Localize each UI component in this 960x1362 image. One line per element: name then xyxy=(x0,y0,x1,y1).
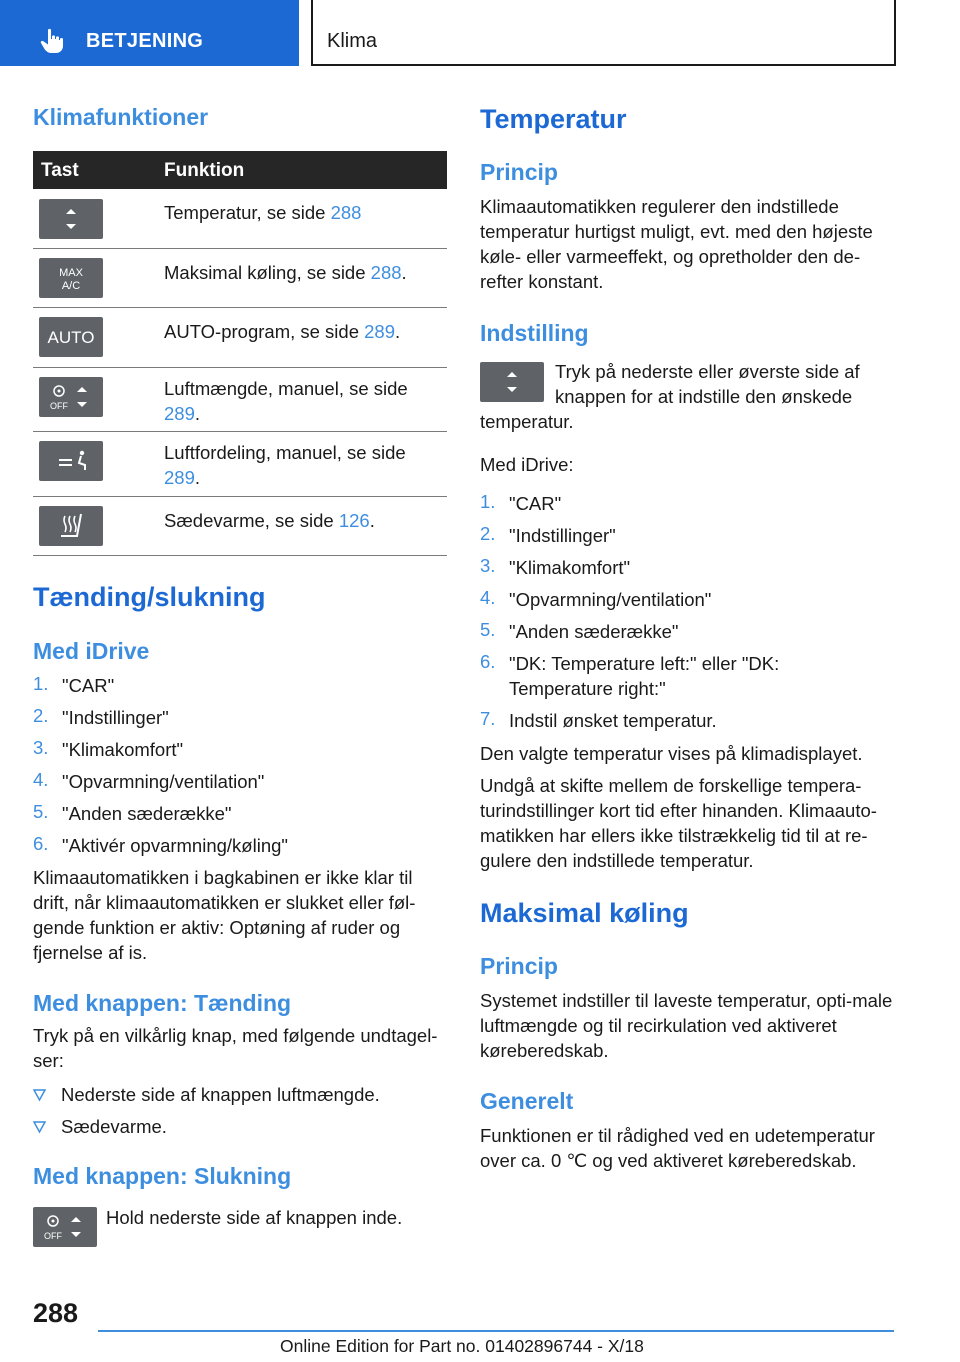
table-row xyxy=(33,368,447,432)
list-item: 4. "Opvarmning/ventilation" xyxy=(480,587,712,610)
idrive-label: Med iDrive: xyxy=(480,454,574,475)
page-link[interactable]: 288 xyxy=(330,202,362,223)
max-cooling-principle-text: Systemet indstiller til laveste temperatur, opti-male luftmængde og til recirkulation ved aktiveret køreberedskab. xyxy=(480,990,893,1061)
svg-text:OFF: OFF xyxy=(44,1231,62,1241)
air-distribution-key-icon xyxy=(39,441,103,481)
table-row xyxy=(33,497,447,556)
list-item: 1. "CAR" xyxy=(480,491,562,514)
column-header-key: Tast xyxy=(41,160,79,181)
principle-text: Klimaautomatikken regulerer den indstillede temperatur hurtigst muligt, evt. med den højeste køle- eller varmeeffekt, og opretholder den de-refter konstant. xyxy=(480,196,873,292)
idrive-note: Klimaautomatikken i bagkabinen er ikke klar til drift, når klimaautomatikken er slukket eller føl-gende funktion er aktiv: Optøning af ruder og fjernelse af is. xyxy=(33,867,416,963)
button-off-heading: Med knappen: Slukning xyxy=(33,1163,292,1189)
table-row xyxy=(33,308,447,368)
row-text: Maksimal køling, se side 288. xyxy=(164,262,407,283)
section-tab[interactable] xyxy=(0,0,299,66)
seat-heating-key-icon xyxy=(39,506,103,546)
list-item: 4. "Opvarmning/ventilation" xyxy=(33,769,265,792)
hand-pointer-icon xyxy=(40,28,64,54)
edition-note: Online Edition for Part no. 01402896744 - X/18 xyxy=(280,1336,644,1356)
temperature-key-icon xyxy=(480,362,544,402)
setting-heading: Indstilling xyxy=(480,320,589,346)
triangle-bullet-icon xyxy=(33,1088,46,1102)
temperature-key-icon xyxy=(39,199,103,239)
idrive-heading: Med iDrive xyxy=(33,638,150,664)
table-header xyxy=(33,151,447,189)
page-link[interactable]: 289 xyxy=(164,403,195,424)
list-item: 5. "Anden sæderække" xyxy=(33,801,232,824)
display-note: Den valgte temperatur vises på klimadisplayet. xyxy=(480,743,863,764)
principle-heading: Princip xyxy=(480,159,558,185)
max-cooling-principle-heading: Princip xyxy=(480,953,558,979)
general-heading: Generelt xyxy=(480,1088,574,1114)
page-link[interactable]: 126 xyxy=(338,510,370,531)
setting-text-line-2: knappen for at indstille den ønskede xyxy=(555,386,853,407)
page-link[interactable]: 288 xyxy=(370,262,402,283)
table-row xyxy=(33,189,447,249)
table-title: Klimafunktioner xyxy=(33,104,209,130)
row-text: Temperatur, se side 288 xyxy=(164,202,362,223)
svg-text:AUTO: AUTO xyxy=(47,328,95,347)
page-link[interactable]: 289 xyxy=(164,467,195,488)
list-item: 6. "DK: Temperature left:" eller "DK: Temperature right:" xyxy=(480,651,780,699)
list-item: 3. "Klimakomfort" xyxy=(33,737,184,760)
fan-off-key-icon xyxy=(33,1207,97,1247)
list-item: Nederste side af knappen luftmængde. xyxy=(33,1084,443,1116)
row-text: Sædevarme, se side 126. xyxy=(164,510,375,531)
list-item: 6. "Aktivér opvarmning/køling" xyxy=(33,833,288,856)
button-on-bullets xyxy=(33,1084,443,1148)
button-on-text: Tryk på en vilkårlig knap, med følgende undtagel-ser: xyxy=(33,1025,438,1071)
page-link[interactable]: 289 xyxy=(364,321,396,342)
list-item: 2. "Indstillinger" xyxy=(480,523,616,546)
temperature-heading: Temperatur xyxy=(480,104,627,134)
row-text: Luftfordeling, manuel, se side 289. xyxy=(164,442,406,488)
right-idrive-steps-list xyxy=(480,491,900,740)
footer-divider xyxy=(98,1330,894,1332)
avoid-note: Undgå at skifte mellem de forskellige tempera-turindstillinger kort tid efter hinanden. Klimaauto-matikken har ellers ikke tilstrækkelig tid til at re-gulere den indstillede temperatur. xyxy=(480,775,877,871)
list-item: Sædevarme. xyxy=(33,1116,443,1148)
breadcrumb-label[interactable]: Klima xyxy=(327,30,378,52)
idrive-steps-list xyxy=(33,673,443,865)
list-item: 5. "Anden sæderække" xyxy=(480,619,679,642)
list-item: 7. Indstil ønsket temperatur. xyxy=(480,708,717,731)
auto-key-icon xyxy=(39,317,103,357)
list-item: 3. "Klimakomfort" xyxy=(480,555,631,578)
svg-text:MAX: MAX xyxy=(59,267,83,279)
page-number: 288 xyxy=(33,1298,79,1328)
breadcrumb xyxy=(311,0,896,66)
svg-text:OFF: OFF xyxy=(50,401,68,411)
on-off-heading: Tænding/slukning xyxy=(33,582,266,612)
general-text: Funktionen er til rådighed ved en udetemperatur over ca. 0 ℃ og ved aktiveret køreberedskab. xyxy=(480,1125,875,1171)
section-title: BETJENING xyxy=(86,30,204,52)
row-text: Luftmængde, manuel, se side 289. xyxy=(164,378,408,424)
list-item: 1. "CAR" xyxy=(33,673,115,696)
setting-text-line-1: Tryk på nederste eller øverste side af xyxy=(555,361,860,382)
table-row xyxy=(33,249,447,308)
button-on-heading: Med knappen: Tænding xyxy=(33,990,292,1016)
max-cooling-heading: Maksimal køling xyxy=(480,898,689,928)
max-ac-key-icon xyxy=(39,258,103,298)
triangle-bullet-icon xyxy=(33,1120,46,1134)
page-header xyxy=(0,0,960,66)
climate-functions-table xyxy=(33,151,447,556)
fan-off-key-icon xyxy=(39,377,103,417)
list-item: 2. "Indstillinger" xyxy=(33,705,169,728)
column-header-function: Funktion xyxy=(164,160,245,181)
table-row xyxy=(33,432,447,497)
svg-text:A/C: A/C xyxy=(61,280,81,292)
setting-text-line-3: temperatur. xyxy=(480,411,574,432)
button-off-text: Hold nederste side af knappen inde. xyxy=(106,1207,403,1228)
row-text: AUTO-program, se side 289. xyxy=(164,321,401,342)
